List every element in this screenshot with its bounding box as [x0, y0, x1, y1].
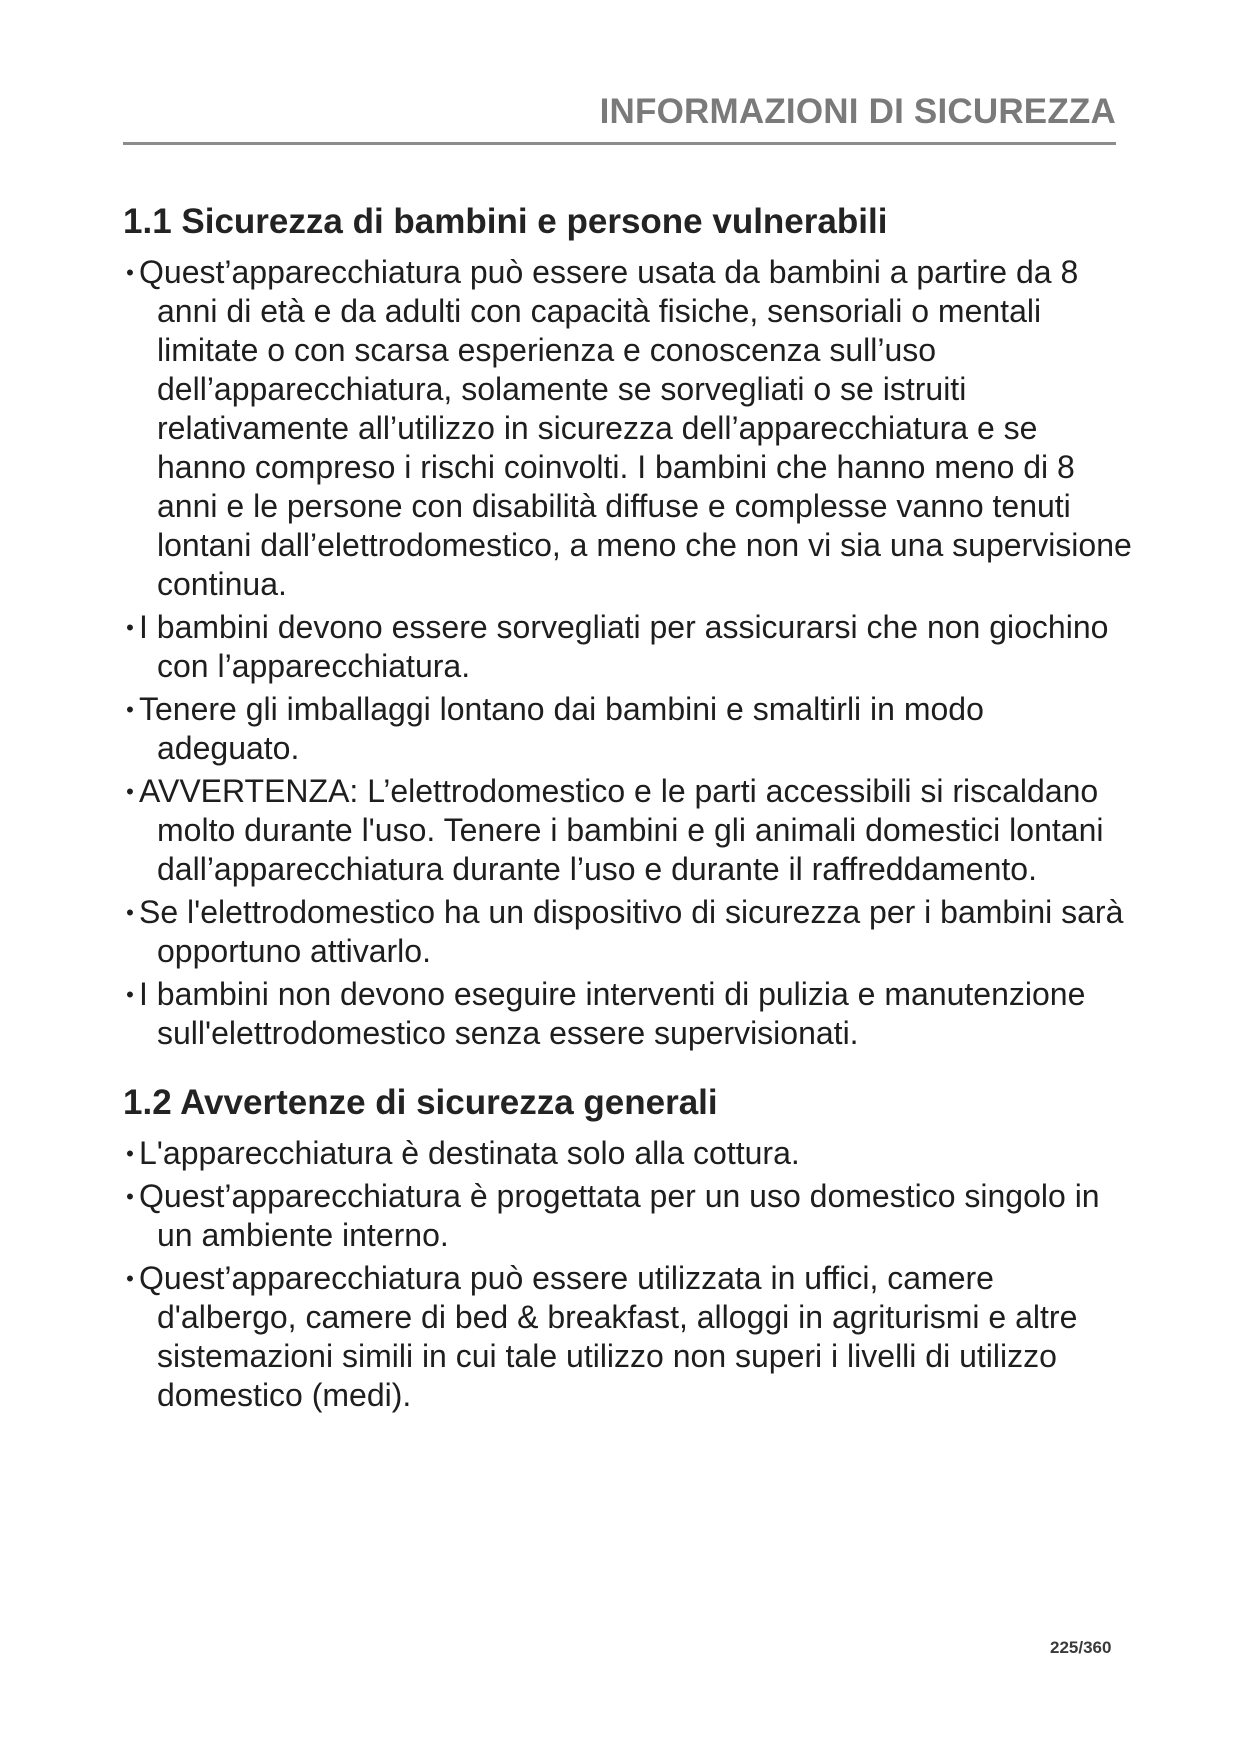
bullet-list	[123, 253, 1133, 1053]
bullet-icon: •	[126, 1266, 134, 1291]
document-body	[123, 199, 1133, 1419]
list-item	[123, 1134, 1133, 1173]
list-item-text: Se l'elettrodomestico ha un dispositivo di sicurezza per i bambini sarà opportuno attivarlo.	[139, 894, 1124, 969]
bullet-icon: •	[126, 615, 134, 640]
section-heading: 1.1 Sicurezza di bambini e persone vulnerabili	[123, 202, 888, 241]
list-item-text: Quest’apparecchiatura può essere utilizzata in uffici, camere d'albergo, camere di bed & breakfast, alloggi in agriturismi e altre sistemazioni simili in cui tale utilizzo non superi i livelli di utilizzo domestico (medi).	[139, 1260, 1078, 1413]
bullet-icon: •	[126, 779, 134, 804]
bullet-icon: •	[126, 1141, 134, 1166]
section-child-safety	[123, 199, 1133, 1053]
section-general-safety	[123, 1080, 1133, 1415]
list-item	[123, 893, 1133, 971]
list-item	[123, 253, 1133, 604]
bullet-icon: •	[126, 1184, 134, 1209]
list-item	[123, 1259, 1133, 1415]
list-item	[123, 975, 1133, 1053]
bullet-list	[123, 1134, 1133, 1415]
list-item	[123, 1177, 1133, 1255]
list-item-text: I bambini devono essere sorvegliati per assicurarsi che non giochino con l’apparecchiatura.	[139, 609, 1109, 684]
list-item	[123, 608, 1133, 686]
bullet-icon: •	[126, 900, 134, 925]
page-number: 225/360	[1050, 1638, 1112, 1657]
list-item-text: Quest’apparecchiatura può essere usata da bambini a partire da 8 anni di età e da adulti con capacità fisiche, sensoriali o mentali limitate o con scarsa esperienza e conoscenza sull’uso dell’apparecchiatura, solamente se sorvegliati o se istruiti relativamente all’utilizzo in sicurezza dell’apparecchiatura e se hanno compreso i rischi coinvolti. I bambini che hanno meno di 8 anni e le persone con disabilità diffuse e complesse vanno tenuti lontani dall’elettrodomestico, a meno che non vi sia una supervisione continua.	[139, 254, 1132, 602]
list-item-text: Quest’apparecchiatura è progettata per un uso domestico singolo in un ambiente interno.	[139, 1178, 1100, 1253]
section-heading: 1.2 Avvertenze di sicurezza generali	[123, 1083, 718, 1122]
list-item-text: L'apparecchiatura è destinata solo alla cottura.	[139, 1135, 800, 1171]
page-header	[123, 90, 1116, 145]
list-item	[123, 690, 1133, 768]
page-title: INFORMAZIONI DI SICUREZZA	[599, 92, 1116, 131]
bullet-icon: •	[126, 260, 134, 285]
list-item-text: AVVERTENZA: L’elettrodomestico e le parti accessibili si riscaldano molto durante l'uso. Tenere i bambini e gli animali domestici lontani dall’apparecchiatura durante l’uso e durante il raffreddamento.	[139, 773, 1104, 887]
bullet-icon: •	[126, 982, 134, 1007]
list-item	[123, 772, 1133, 889]
list-item-text: I bambini non devono eseguire interventi di pulizia e manutenzione sull'elettrodomestico senza essere supervisionati.	[139, 976, 1086, 1051]
list-item-text: Tenere gli imballaggi lontano dai bambini e smaltirli in modo adeguato.	[139, 691, 984, 766]
bullet-icon: •	[126, 697, 134, 722]
